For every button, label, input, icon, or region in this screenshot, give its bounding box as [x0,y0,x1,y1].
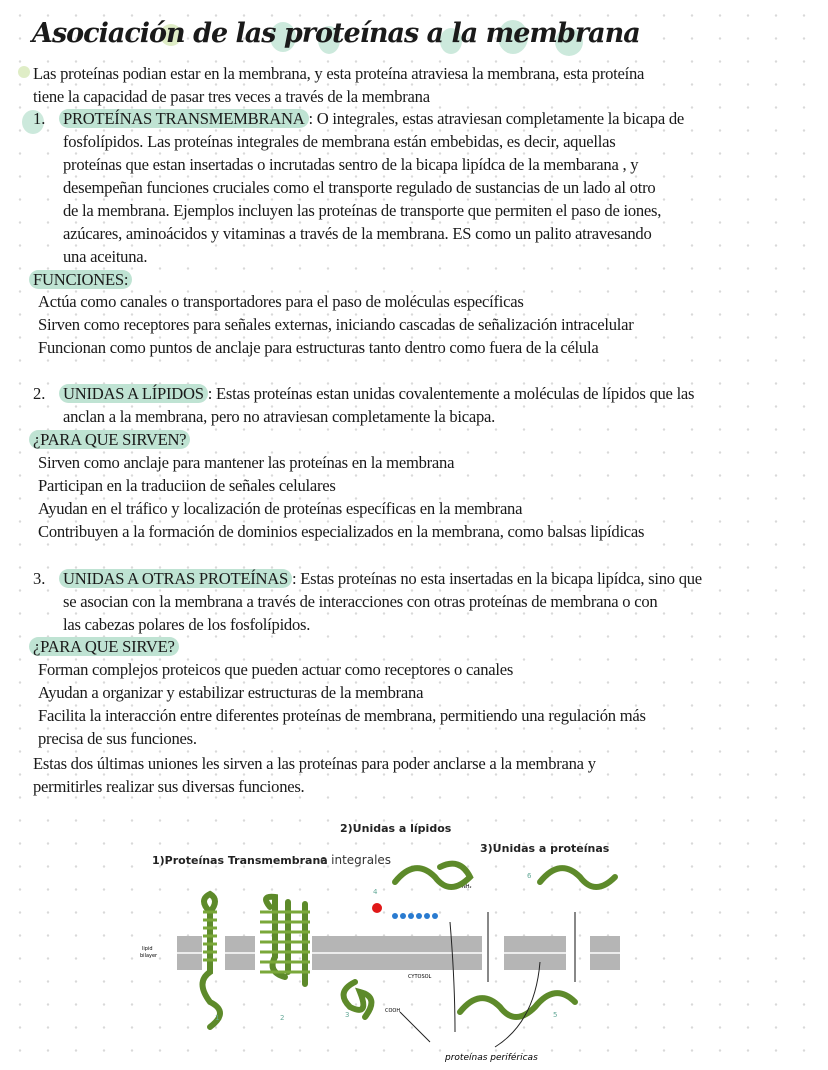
number-5: 5 [553,1011,558,1019]
funcion-item: Sirven como receptores para señales externas, iniciando cascadas de señalización intracelular [38,315,634,334]
item1-text: : O integrales, estas atraviesan completamente la bicapa de [308,109,685,128]
sirve-item: Forman complejos proteicos que pueden actuar como receptores o canales [38,660,514,679]
item2-first-line [63,382,694,405]
funcion-item: Funcionan como puntos de anclaje para estructuras tanto dentro como fuera de la célula [38,338,599,357]
sirven-item: Sirven como anclaje para mantener las proteínas en la membrana [38,453,455,472]
page-title: Asociación de las proteínas a la membrana [32,18,640,49]
item1-line: de la membrana. Ejemplos incluyen las proteínas de transporte que permiten el paso de iones, [63,201,662,220]
item3-heading: UNIDAS A OTRAS PROTEÍNAS [59,569,292,588]
item1-line: azúcares, aminoácidos y vitaminas a través de la membrana. ES como un palito atravesando [63,224,652,243]
nh2-label: NH₂ [462,884,472,890]
item1-heading: PROTEÍNAS TRANSMEMBRANA [59,109,309,128]
closing-line: Estas dos últimas uniones les sirven a las proteínas para poder anclarse a la membrana y [33,754,596,773]
bullet-dot [18,66,30,78]
membrane-diagram [120,812,640,1070]
cytosol-label: CYTOSOL [408,974,432,980]
label-transmembrane: 1)Proteínas Transmembrana [152,854,328,867]
label-protein-attached: 3)Unidas a proteínas [480,842,610,855]
item1-first-line [63,107,684,130]
item-number: 2. [33,384,46,403]
number-1: 1 [215,1014,220,1022]
closing-line: permitirles realizar sus diversas funciones. [33,777,305,796]
number-2: 2 [280,1014,285,1022]
sirven-heading: ¿PARA QUE SIRVEN? [29,430,190,449]
item2-text: : Estas proteínas estan unidas covalentemente a moléculas de lípidos que las [207,384,695,403]
cooh-label: COOH [385,1008,401,1014]
item1-line: desempeñan funciones cruciales como el transporte regulado de sustancias de un lado al otro [63,178,656,197]
funciones-heading: FUNCIONES: [29,270,132,289]
sirve-heading: ¿PARA QUE SIRVE? [29,637,179,656]
item2-line: anclan a la membrana, pero no atraviesan completamente la bicapa. [63,407,496,426]
item2-heading: UNIDAS A LÍPIDOS [59,384,208,403]
sirven-item: Ayudan en el tráfico y localización de proteínas específicas en la membrana [38,499,523,518]
item-number: 1. [33,109,46,128]
bilayer-label: bilayer [140,953,158,959]
sirven-item: Participan en la traduciion de señales celulares [38,476,336,495]
item3-text: : Estas proteínas no esta insertadas en la bicapa lipídca, sino que [291,569,702,588]
item3-first-line [63,567,702,590]
sirve-item: precisa de sus funciones. [38,729,197,748]
number-4: 4 [373,888,378,896]
intro-line: tiene la capacidad de pasar tres veces a través de la membrana [33,87,430,106]
intro-line: Las proteínas podian estar en la membrana, y esta proteína atraviesa la membrana, esta proteína [33,64,645,83]
handwritten-note-peripheral: proteínas periféricas [445,1053,538,1063]
bilayer-label: lipid [142,946,153,952]
number-6: 6 [527,872,532,880]
sirven-item: Contribuyen a la formación de dominios especializados en la membrana, como balsas lipídicas [38,522,645,541]
funcion-item: Actúa como canales o transportadores para el paso de moléculas específicas [38,292,524,311]
number-3: 3 [345,1011,350,1019]
sirve-item: Ayudan a organizar y estabilizar estructuras de la membrana [38,683,424,702]
sirve-item: Facilita la interacción entre diferentes proteínas de membrana, permitiendo una regulación más [38,706,646,725]
item1-line: proteínas que estan insertadas o incrutadas sentro de la bicapa lipídca de la membarana , y [63,155,639,174]
item3-line: se asocian con la membrana a través de interacciones con otras proteínas de membrana o con [63,592,658,611]
label-lipid-anchored: 2)Unidas a lípidos [340,822,452,835]
item3-line: las cabezas polares de los fosfolípidos. [63,615,311,634]
item1-line: una aceituna. [63,247,148,266]
handwritten-note: o integrales [320,853,392,867]
item-number: 3. [33,569,46,588]
item1-line: fosfolípidos. Las proteínas integrales de membrana están embebidas, es decir, aquellas [63,132,616,151]
